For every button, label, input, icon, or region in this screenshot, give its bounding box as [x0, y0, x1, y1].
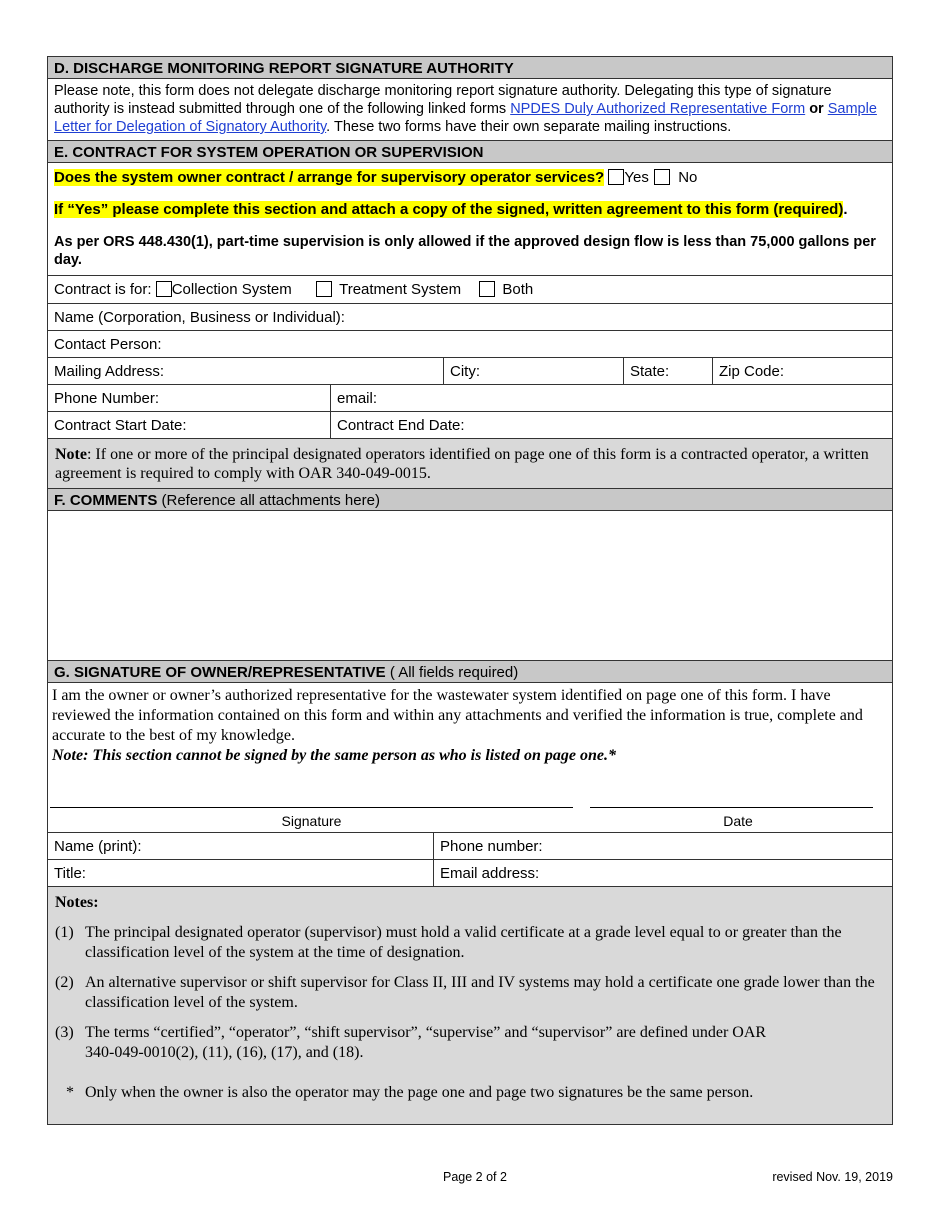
contract-note	[48, 439, 892, 489]
section-f-header	[48, 489, 892, 511]
section-g-title: G. SIGNATURE OF OWNER/REPRESENTATIVE	[54, 664, 386, 681]
or-text: or	[805, 101, 828, 117]
email-field[interactable]	[331, 385, 892, 411]
section-f-title: F. COMMENTS	[54, 492, 158, 509]
note-text: The principal designated operator (supervisor) must hold a valid certificate at a grade level equal to or greater than the classification level of the system at the time of designation.	[85, 924, 842, 961]
note-text: Only when the owner is also the operator may the page one and page two signatures be the same person.	[85, 1084, 754, 1101]
page-number: Page 2 of 2	[443, 1170, 507, 1184]
phone-number-label: Phone Number:	[54, 390, 160, 407]
signer-phone-label: Phone number:	[440, 838, 543, 855]
date-line[interactable]	[590, 807, 873, 808]
section-d-title: D. DISCHARGE MONITORING REPORT SIGNATURE AUTHORITY	[54, 60, 514, 77]
state-field[interactable]	[624, 358, 713, 384]
if-yes-instruction: If “Yes” please complete this section and attach a copy of the signed, written agreement to this form (required)	[54, 201, 844, 218]
note-number: (2)	[55, 974, 74, 991]
section-g-header	[48, 661, 892, 683]
signer-email-label: Email address:	[440, 865, 540, 882]
both-checkbox[interactable]	[479, 281, 495, 297]
form-page-2	[47, 56, 893, 1125]
city-label: City:	[450, 363, 480, 380]
no-checkbox[interactable]	[654, 169, 670, 185]
treatment-system-checkbox[interactable]	[316, 281, 332, 297]
section-d-text	[48, 79, 892, 141]
section-d-text-before: Please note, this form does not delegate discharge monitoring report signature authority. Delegating this type of signature authority is instead submitted through one of the following linked forms	[54, 83, 832, 117]
collection-system-label: Collection System	[171, 281, 292, 298]
collection-system-checkbox[interactable]	[156, 281, 172, 297]
name-field-label: Name (Corporation, Business or Individual):	[54, 309, 345, 326]
signature-block	[48, 683, 892, 833]
state-label: State:	[630, 363, 670, 380]
name-row[interactable]	[48, 304, 892, 331]
signature-label: Signature	[281, 813, 342, 829]
supervisory-question: Does the system owner contract / arrange for supervisory operator services?	[54, 169, 605, 186]
yes-checkbox[interactable]	[608, 169, 624, 185]
zip-field[interactable]	[713, 358, 892, 384]
npdes-duly-authorized-link[interactable]: NPDES Duly Authorized Representative Form	[510, 101, 806, 117]
note-bold: Note	[55, 446, 87, 463]
signature-note: Note: This section cannot be signed by the same person as who is listed on page one.*	[52, 747, 617, 764]
contract-end-field[interactable]	[331, 412, 892, 438]
name-print-label: Name (print):	[54, 838, 142, 855]
treatment-system-label: Treatment System	[339, 281, 462, 298]
section-f-subtitle: (Reference all attachments here)	[157, 492, 380, 509]
mailing-address-field[interactable]	[48, 358, 444, 384]
city-field[interactable]	[444, 358, 624, 384]
address-row	[48, 358, 892, 385]
note-text: An alternative supervisor or shift supervisor for Class II, III and IV systems may hold a certificate one grade lower than the classification level of the system.	[85, 974, 875, 1011]
comments-textarea[interactable]	[48, 511, 892, 661]
note-text: : If one or more of the principal designated operators identified on page one of this form is a contracted operator, a written agreement is required to comply with OAR 340-049-0015.	[55, 446, 869, 482]
note-text: The terms “certified”, “operator”, “shift supervisor”, “supervise” and “supervisor” are defined under OAR 340-049-0010(2), (11), (16), (17), and (18).	[85, 1024, 767, 1061]
mailing-address-label: Mailing Address:	[54, 363, 165, 380]
contract-type-row	[48, 276, 892, 304]
section-d-header	[48, 57, 892, 79]
name-phone-row	[48, 833, 892, 860]
certification-statement: I am the owner or owner’s authorized representative for the wastewater system identified on page one of this form. I have reviewed the information contained on this form and within any attachments and verified the information is true, complete and accurate to the best of my knowledge.	[52, 687, 863, 744]
section-d-text-after: . These two forms have their own separate mailing instructions.	[326, 119, 732, 135]
note-number: *	[66, 1084, 74, 1101]
zip-label: Zip Code:	[719, 363, 785, 380]
phone-number-field[interactable]	[48, 385, 331, 411]
contract-dates-row	[48, 412, 892, 439]
signer-phone-field[interactable]	[434, 833, 892, 859]
signature-line[interactable]	[50, 807, 573, 808]
title-label: Title:	[54, 865, 86, 882]
yes-label: Yes	[624, 169, 649, 186]
note-item	[55, 973, 885, 1013]
contact-person-label: Contact Person:	[54, 336, 162, 353]
note-item	[55, 1023, 885, 1063]
title-email-row	[48, 860, 892, 887]
contract-start-field[interactable]	[48, 412, 331, 438]
no-label: No	[678, 169, 698, 186]
section-e-title: E. CONTRACT FOR SYSTEM OPERATION OR SUPERVISION	[54, 144, 484, 161]
contract-start-label: Contract Start Date:	[54, 417, 187, 434]
email-label: email:	[337, 390, 378, 407]
title-field[interactable]	[48, 860, 434, 886]
contract-is-for-label: Contract is for:	[54, 281, 152, 298]
note-item	[55, 1083, 885, 1103]
phone-email-row	[48, 385, 892, 412]
sample-letter-link[interactable]: Sample Letter for Delegation of Signatory Authority	[54, 101, 877, 135]
note-item	[55, 923, 885, 963]
signer-email-field[interactable]	[434, 860, 892, 886]
notes-block	[48, 887, 892, 1124]
note-number: (3)	[55, 1024, 74, 1041]
section-e-question-block	[48, 163, 892, 276]
contract-end-label: Contract End Date:	[337, 417, 465, 434]
contact-row[interactable]	[48, 331, 892, 358]
ors-note: As per ORS 448.430(1), part-time supervision is only allowed if the approved design flow is less than 75,000 gallons per day.	[54, 234, 876, 268]
date-label: Date	[723, 813, 753, 829]
notes-heading: Notes:	[55, 894, 99, 911]
note-number: (1)	[55, 924, 74, 941]
section-e-header	[48, 141, 892, 163]
section-g-subtitle: ( All fields required)	[385, 664, 519, 681]
revision-date: revised Nov. 19, 2019	[772, 1170, 893, 1184]
name-print-field[interactable]	[48, 833, 434, 859]
both-label: Both	[502, 281, 534, 298]
if-yes-period: .	[843, 201, 848, 218]
